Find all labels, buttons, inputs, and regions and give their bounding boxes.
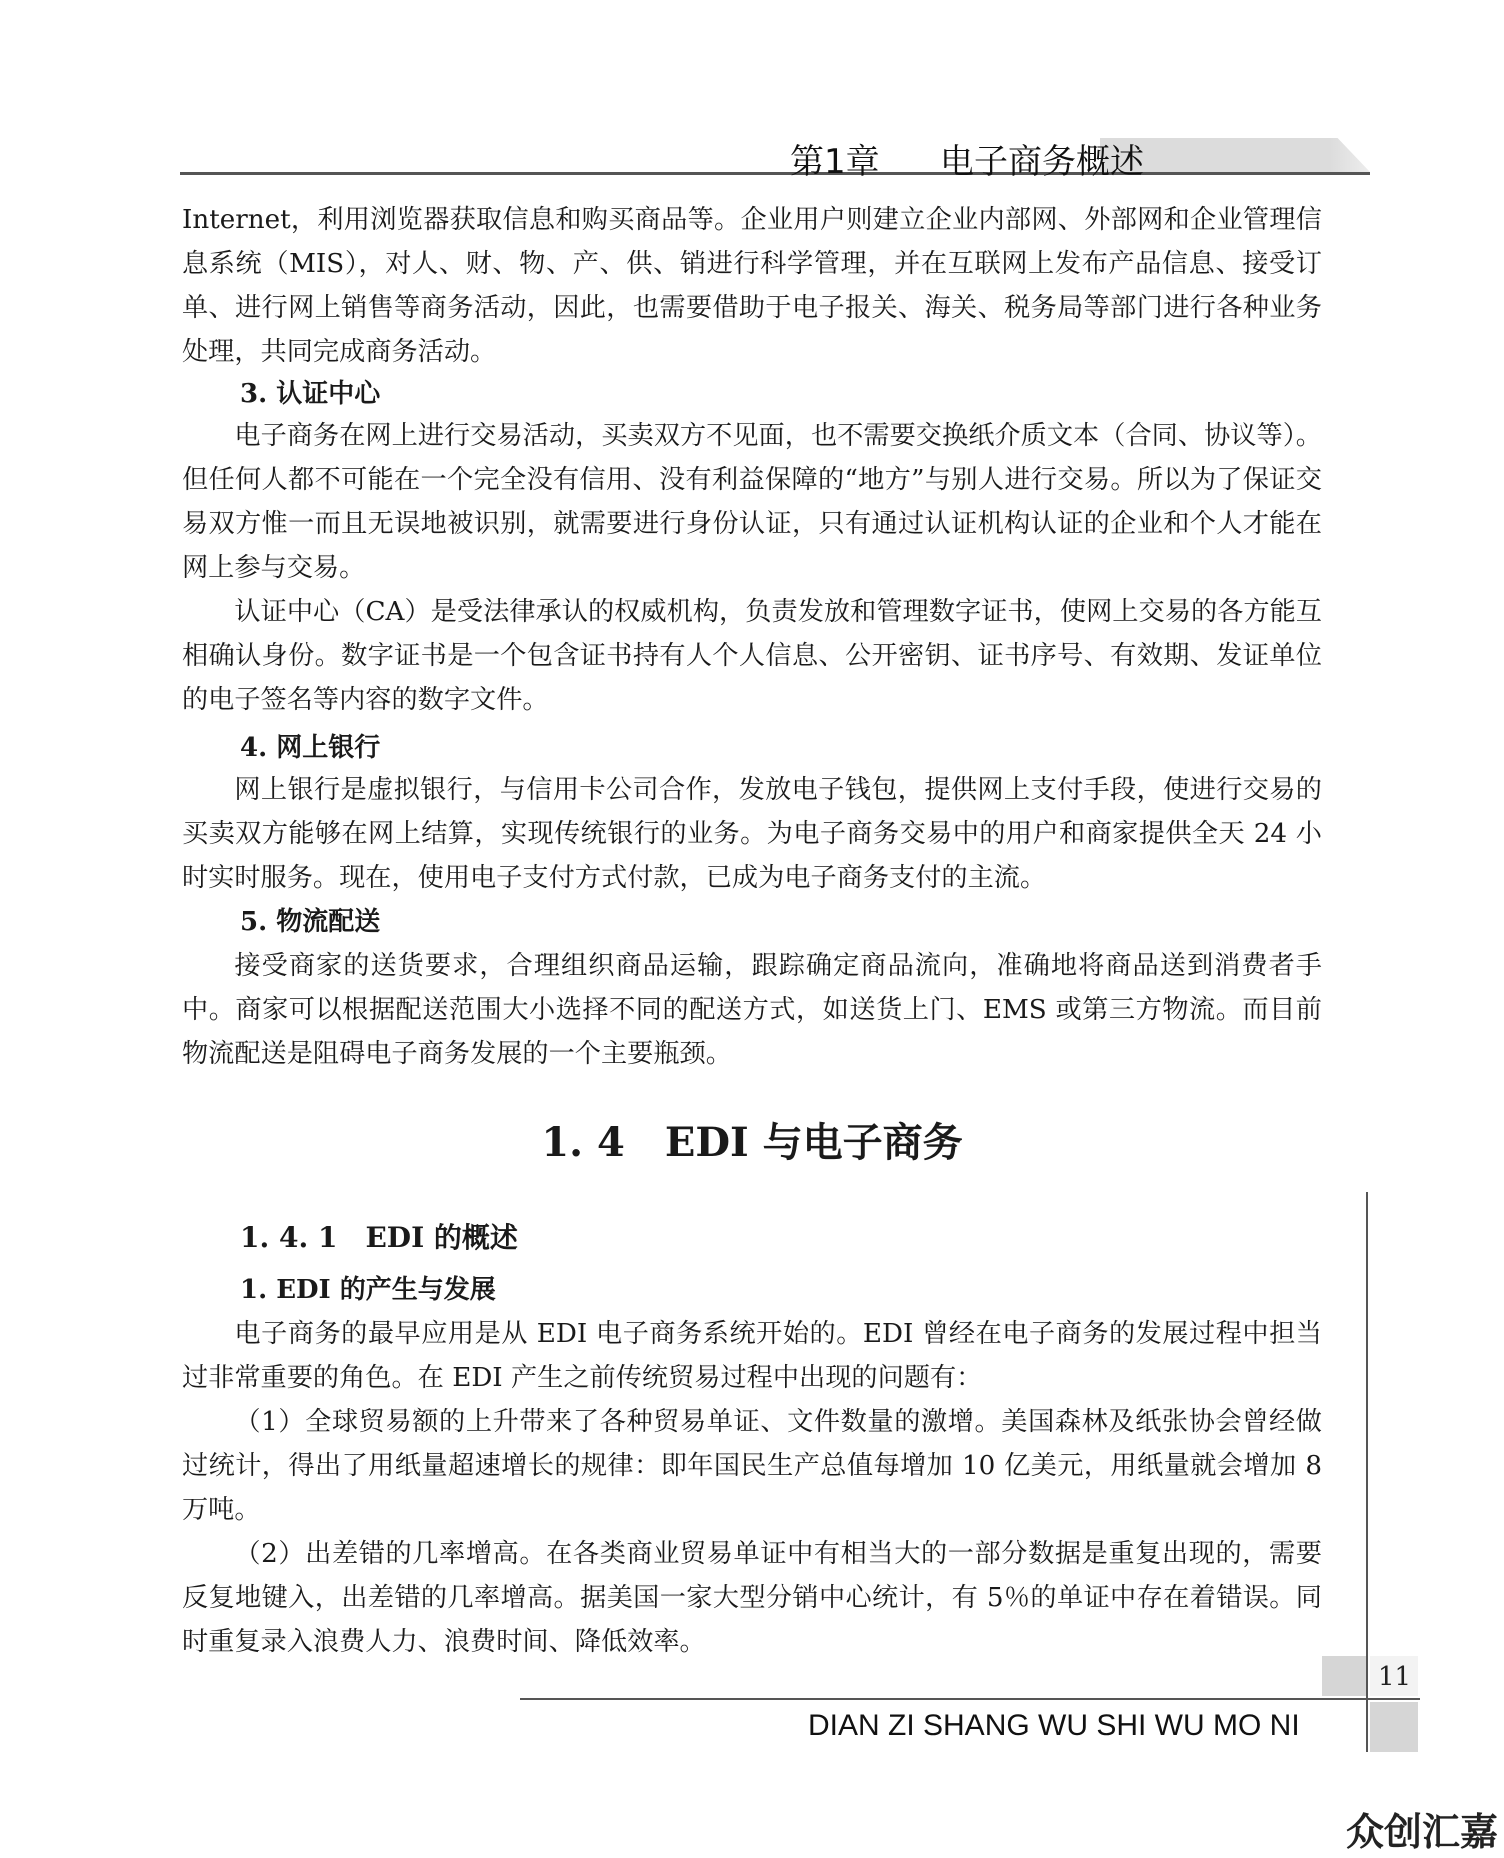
footer-vertical-rule — [1366, 1192, 1368, 1752]
subsection-heading: 1. 4. 1 EDI 的概述 — [240, 1221, 518, 1254]
watermark-logo: 众创汇嘉 — [1346, 1810, 1499, 1854]
page-number: 11 — [1378, 1662, 1412, 1692]
header-rule — [180, 172, 1370, 175]
chapter-title: 电子商务概述 — [940, 142, 1144, 182]
paragraph-edi-3: （2）出差错的几率增高。在各类商业贸易单证中有相当大的一部分数据是重复出现的，需要反复地键入，出差错的几率增高。据美国一家大型分销中心统计，有 5％的单证中存在着错误。同时重复录入浪费人力、浪费时间、降低效率。 — [182, 1539, 1322, 1657]
paragraph-edi-2: （1）全球贸易额的上升带来了各种贸易单证、文件数量的激增。美国森林及纸张协会曾经做过统计，得出了用纸量超速增长的规律：即年国民生产总值每增加 10 亿美元，用纸量就会增加 8 万吨。 — [182, 1407, 1322, 1525]
intro-paragraph: Internet，利用浏览器获取信息和购买商品等。企业用户则建立企业内部网、外部网和企业管理信息系统（MIS），对人、财、物、产、供、销进行科学管理，并在互联网上发布产品信息、接受订单、进行网上销售等商务活动，因此，也需要借助于电子报关、海关、税务局等部门进行各种业务处理，共同完成商务活动。 — [182, 205, 1322, 367]
heading-logistics: 5. 物流配送 — [240, 907, 381, 937]
paragraph-logistics: 接受商家的送货要求，合理组织商品运输，跟踪确定商品流向，准确地将商品送到消费者手中。商家可以根据配送范围大小选择不同的配送方式，如送货上门、EMS 或第三方物流。而目前物流配送是阻碍电子商务发展的一个主要瓶颈。 — [182, 951, 1322, 1069]
footer-gray-box — [1322, 1656, 1366, 1696]
heading-edi-origin: 1. EDI 的产生与发展 — [240, 1275, 496, 1305]
chapter-label: 第1章 — [790, 142, 880, 182]
heading-online-bank: 4. 网上银行 — [240, 733, 381, 763]
footer-gray-box-lower — [1370, 1702, 1418, 1752]
paragraph-certification-1: 电子商务在网上进行交易活动，买卖双方不见面，也不需要交换纸介质文本（合同、协议等）。但任何人都不可能在一个完全没有信用、没有利益保障的“地方”与别人进行交易。所以为了保证交易双方惟一而且无误地被识别，就需要进行身份认证，只有通过认证机构认证的企业和个人才能在网上参与交易。 — [182, 421, 1322, 583]
running-footer-title: DIAN ZI SHANG WU SHI WU MO NI — [808, 1709, 1300, 1742]
paragraph-online-bank: 网上银行是虚拟银行，与信用卡公司合作，发放电子钱包，提供网上支付手段，使进行交易的买卖双方能够在网上结算，实现传统银行的业务。为电子商务交易中的用户和商家提供全天 24 小时实时服务。现在，使用电子支付方式付款，已成为电子商务支付的主流。 — [182, 775, 1322, 893]
section-heading: 1. 4 EDI 与电子商务 — [541, 1119, 963, 1166]
heading-certification-center: 3. 认证中心 — [240, 379, 381, 409]
paragraph-certification-2: 认证中心（CA）是受法律承认的权威机构，负责发放和管理数字证书，使网上交易的各方能互相确认身份。数字证书是一个包含证书持有人个人信息、公开密钥、证书序号、有效期、发证单位的电子签名等内容的数字文件。 — [182, 597, 1322, 715]
footer-rule — [520, 1698, 1420, 1700]
paragraph-edi-1: 电子商务的最早应用是从 EDI 电子商务系统开始的。EDI 曾经在电子商务的发展过程中担当过非常重要的角色。在 EDI 产生之前传统贸易过程中出现的问题有： — [182, 1319, 1322, 1393]
